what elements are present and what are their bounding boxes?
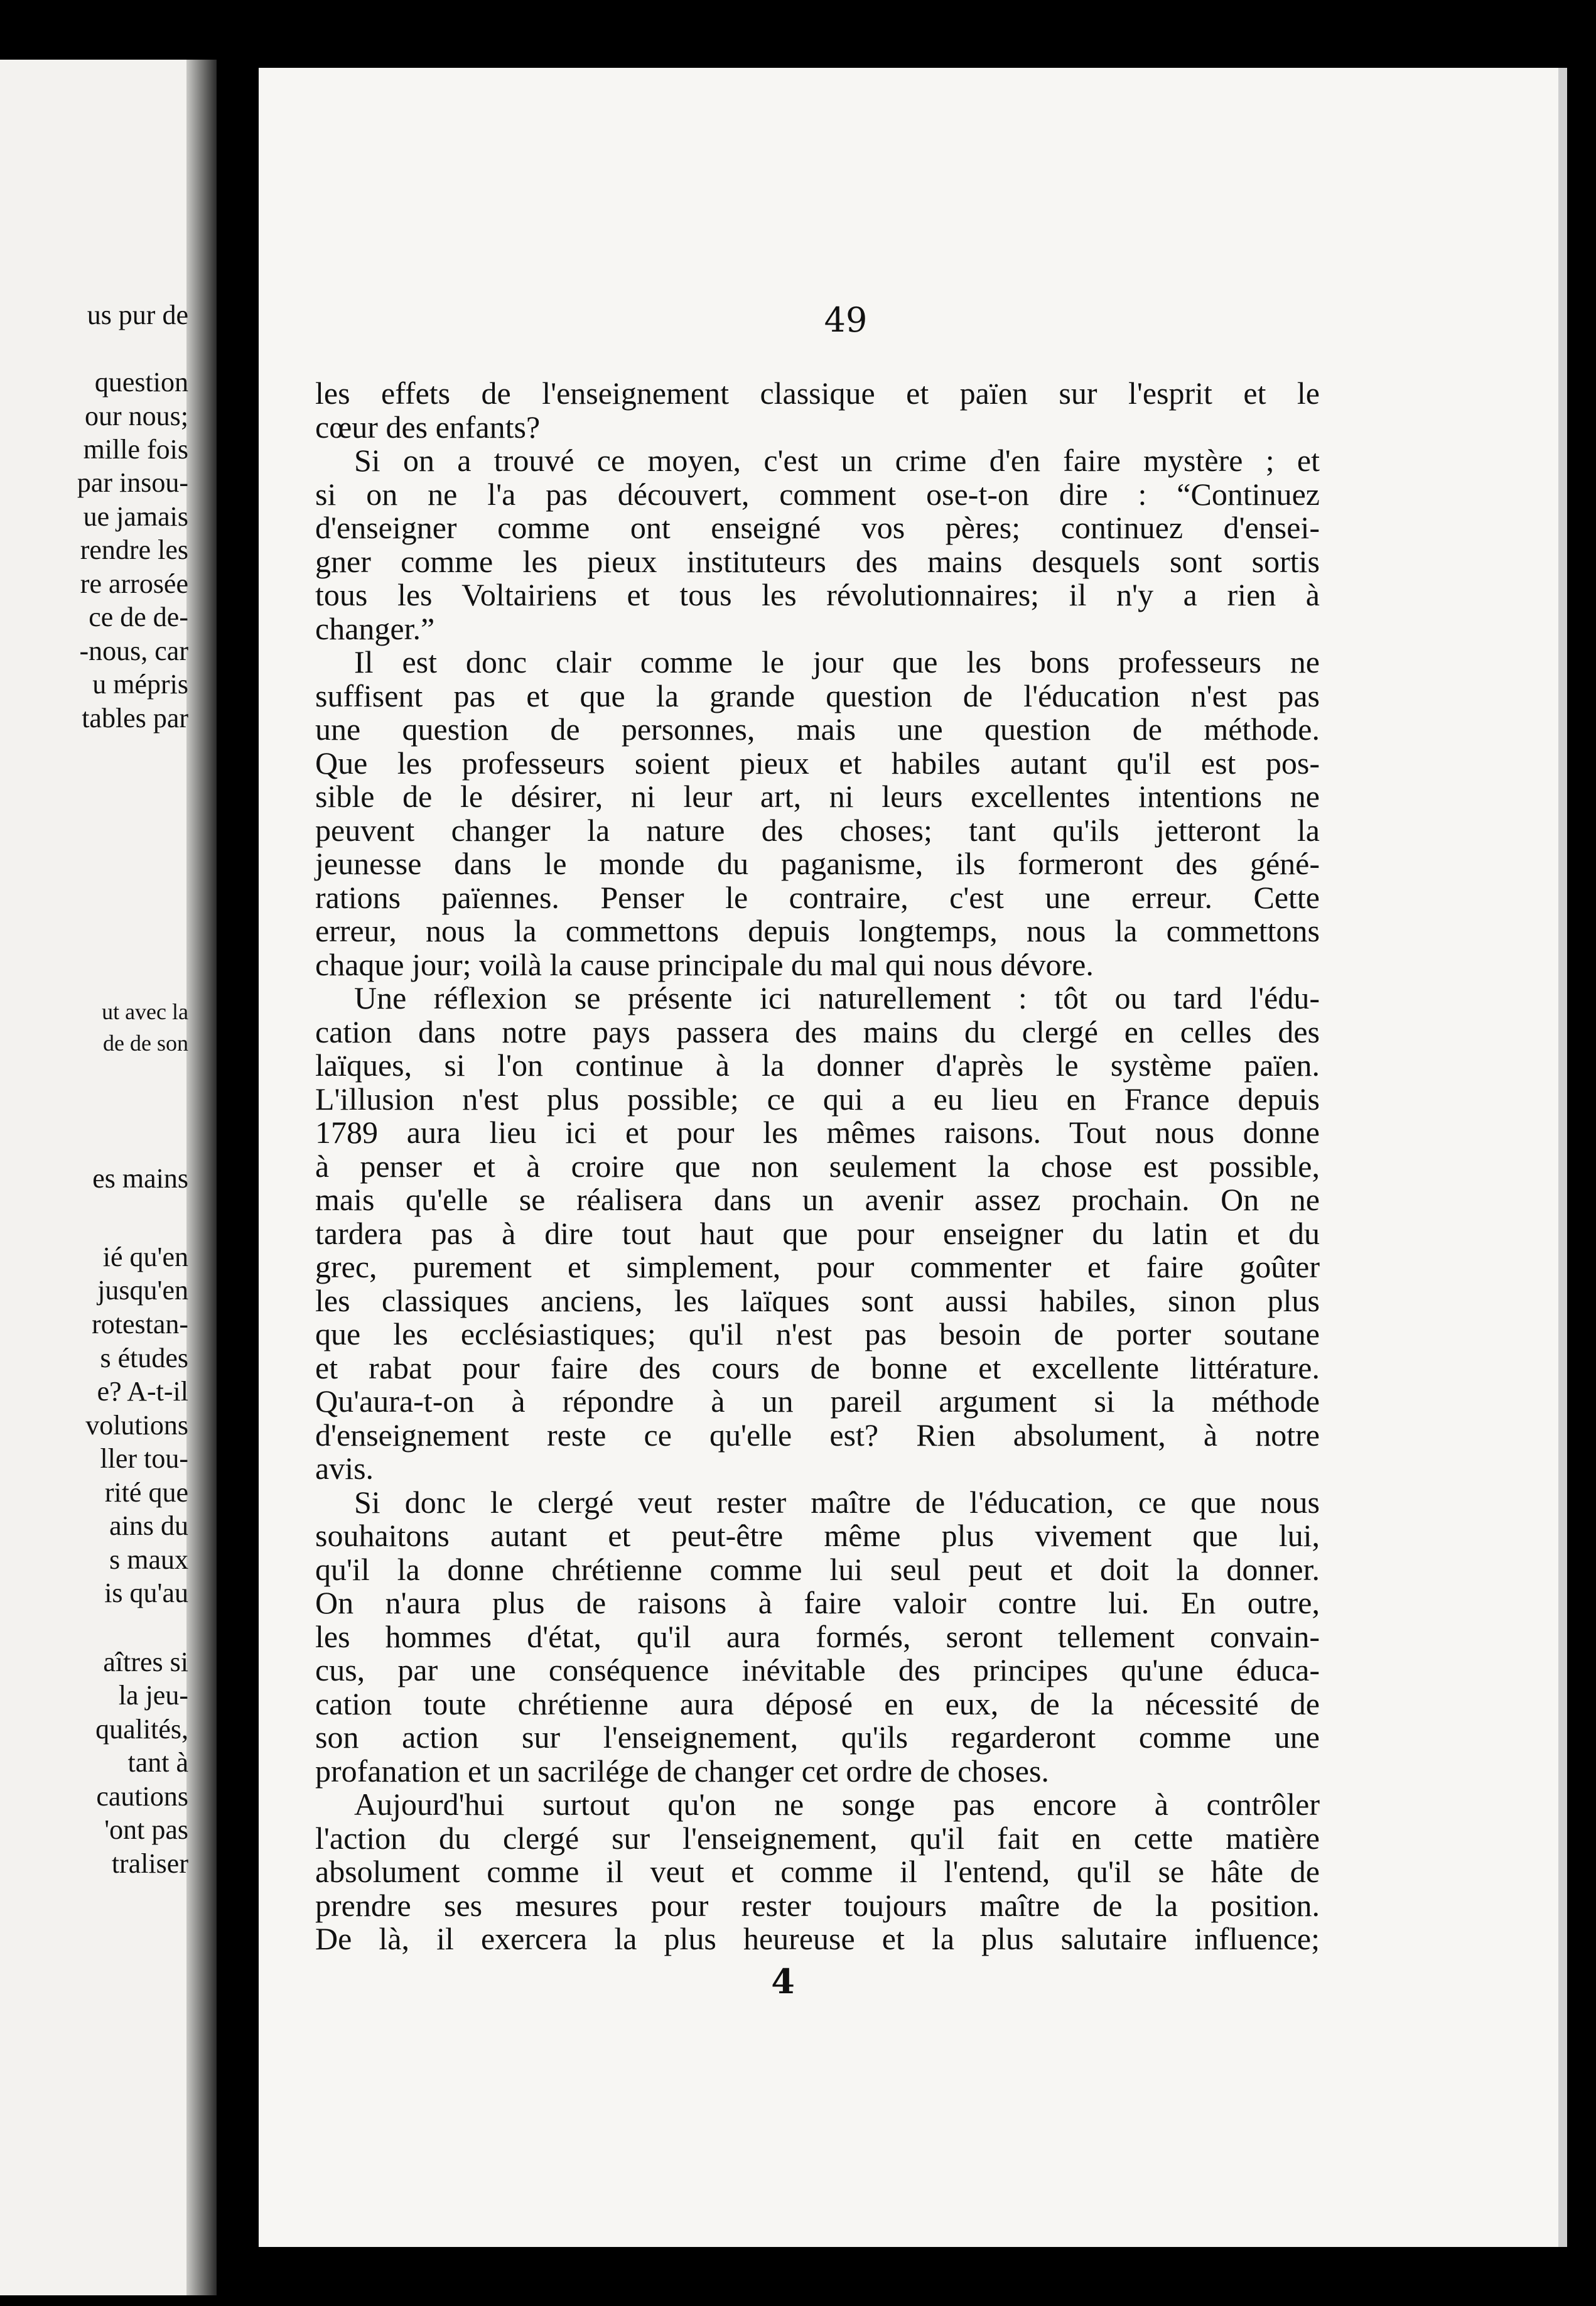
text-line: On n'aura plus de raisons à faire valoir contre lui. En outre, — [315, 1585, 1320, 1620]
text-line: cation dans notre pays passera des mains du clergé en celles des — [315, 1014, 1320, 1049]
text-line: jeunesse dans le monde du paganisme, ils formeront des géné- — [315, 846, 1320, 881]
left-fragment-line: tables par — [82, 703, 188, 733]
signature-mark: 4 — [771, 1961, 795, 2001]
left-fragment-line: rité que — [104, 1477, 188, 1508]
left-fragment-line: ller tou- — [100, 1443, 188, 1474]
text-line: cus, par une conséquence inévitable des principes qu'une éduca- — [315, 1652, 1320, 1687]
text-line: que les ecclésiastiques; qu'il n'est pas besoin de porter soutane — [315, 1316, 1320, 1351]
text-line: souhaitons autant et peut-être même plus vivement que lui, — [315, 1518, 1320, 1553]
left-fragment-line: cautions — [96, 1781, 188, 1812]
text-line: mais qu'elle se réalisera dans un avenir assez prochain. On ne — [315, 1182, 1320, 1217]
text-line: Si on a trouvé ce moyen, c'est un crime d'en faire mystère ; et — [354, 443, 1320, 478]
text-line: Que les professeurs soient pieux et habiles autant qu'il est pos- — [315, 745, 1320, 781]
left-fragment-line: traliser — [111, 1848, 188, 1879]
left-fragment-line: -nous, car — [79, 636, 188, 666]
text-line: Si donc le clergé veut rester maître de l'éducation, ce que nous — [354, 1484, 1320, 1520]
left-fragment-line: s études — [100, 1343, 188, 1373]
text-line: 1789 aura lieu ici et pour les mêmes raisons. Tout nous donne — [315, 1115, 1320, 1150]
text-line: une question de personnes, mais une question de méthode. — [315, 712, 1320, 747]
text-line: prendre ses mesures pour rester toujours maître de la position. — [315, 1887, 1320, 1923]
left-fragment-line: qualités, — [95, 1714, 188, 1745]
left-fragment-line: e? A-t-il — [97, 1376, 188, 1407]
text-line: De là, il exercera la plus heureuse et la plus salutaire influence; — [315, 1921, 1320, 1956]
text-line: laïques, si l'on continue à la donner d'après le système païen. — [315, 1047, 1320, 1083]
book-gutter — [186, 60, 217, 2295]
text-line: cœur des enfants? — [315, 409, 541, 445]
text-line: tous les Voltairiens et tous les révolutionnaires; il n'y a rien à — [315, 577, 1320, 612]
text-line: cation toute chrétienne aura déposé en eux, de la nécessité de — [315, 1686, 1320, 1721]
text-line: d'enseignement reste ce qu'elle est? Rien absolument, à notre — [315, 1417, 1320, 1453]
left-page-fragment — [0, 60, 217, 2295]
text-line: les effets de l'enseignement classique et païen sur l'esprit et le — [315, 376, 1320, 411]
text-line: tardera pas à dire tout haut que pour enseigner du latin et du — [315, 1215, 1320, 1251]
left-fragment-line: u mépris — [92, 669, 188, 700]
left-fragment-line: ains du — [109, 1510, 188, 1541]
text-line: avis. — [315, 1451, 374, 1486]
left-fragment-line: la jeu- — [118, 1680, 188, 1711]
page-number: 49 — [824, 300, 868, 340]
left-fragment-line: tant à — [127, 1747, 188, 1778]
left-fragment-line: re arrosée — [80, 568, 188, 599]
left-fragment-line: us pur de — [87, 300, 188, 330]
left-fragment-line: ce de de- — [89, 602, 188, 632]
text-line: chaque jour; voilà la cause principale du mal qui nous dévore. — [315, 946, 1094, 982]
text-line: d'enseigner comme ont enseigné vos pères; continuez d'ensei- — [315, 510, 1320, 545]
text-line: les classiques anciens, les laïques sont aussi habiles, sinon plus — [315, 1282, 1320, 1318]
left-fragment-line: ut avec la — [102, 999, 188, 1024]
left-fragment-line: mille fois — [83, 434, 188, 465]
left-fragment-line: ue jamais — [83, 501, 188, 532]
text-line: suffisent pas et que la grande question de l'éducation n'est pas — [315, 678, 1320, 713]
text-line: gner comme les pieux instituteurs des mains desquels sont sortis — [315, 543, 1320, 579]
text-line: à penser et à croire que non seulement la chose est possible, — [315, 1148, 1320, 1184]
text-line: changer.” — [315, 610, 435, 646]
left-fragment-line: question — [94, 367, 188, 398]
text-line: Aujourd'hui surtout qu'on ne songe pas encore à contrôler — [354, 1787, 1320, 1822]
text-line: l'action du clergé sur l'enseignement, qu'il fait en cette matière — [315, 1820, 1320, 1856]
text-line: grec, purement et simplement, pour commenter et faire goûter — [315, 1249, 1320, 1284]
text-line: absolument comme il veut et comme il l'entend, qu'il se hâte de — [315, 1854, 1320, 1889]
left-fragment-line: jusqu'en — [97, 1275, 188, 1306]
text-line: si on ne l'a pas découvert, comment ose-t-on dire : “Continuez — [315, 476, 1320, 512]
left-fragment-line: rotestan- — [92, 1309, 188, 1340]
text-line: Une réflexion se présente ici naturellement : tôt ou tard l'édu- — [354, 980, 1320, 1015]
left-fragment-line: aîtres si — [103, 1647, 188, 1677]
left-fragment-line: 'ont pas — [104, 1814, 188, 1845]
right-page — [259, 68, 1558, 2247]
left-fragment-line: par insou- — [77, 467, 188, 498]
page-body-text — [315, 377, 1320, 1956]
text-line: L'illusion n'est plus possible; ce qui a eu lieu en France depuis — [315, 1081, 1320, 1117]
left-fragment-line: ié qu'en — [102, 1242, 188, 1272]
left-fragment-line: rendre les — [80, 534, 188, 565]
left-fragment-line: s maux — [109, 1544, 188, 1575]
text-line: profanation et un sacrilége de changer cet ordre de choses. — [315, 1753, 1049, 1789]
text-line: et rabat pour faire des cours de bonne et excellente littérature. — [315, 1350, 1320, 1385]
left-fragment-line: is qu'au — [104, 1578, 188, 1608]
text-line: erreur, nous la commettons depuis longtemps, nous la commettons — [315, 913, 1320, 948]
left-fragment-line: volutions — [85, 1410, 188, 1441]
text-line: les hommes d'état, qu'il aura formés, seront tellement convain- — [315, 1618, 1320, 1654]
text-line: Il est donc clair comme le jour que les bons professeurs ne — [354, 644, 1320, 679]
left-fragment-line: es mains — [92, 1163, 188, 1194]
left-fragment-line: de de son — [103, 1031, 188, 1056]
left-fragment-line: our nous; — [85, 401, 188, 431]
text-line: son action sur l'enseignement, qu'ils regarderont comme une — [315, 1719, 1320, 1755]
text-line: qu'il la donne chrétienne comme lui seul peut et doit la donner. — [315, 1551, 1320, 1587]
text-line: rations païennes. Penser le contraire, c'est une erreur. Cette — [315, 879, 1320, 915]
text-line: sible de le désirer, ni leur art, ni leurs excellentes intentions ne — [315, 779, 1320, 814]
text-line: peuvent changer la nature des choses; tant qu'ils jetteront la — [315, 812, 1320, 848]
text-line: Qu'aura-t-on à répondre à un pareil argument si la méthode — [315, 1383, 1320, 1419]
